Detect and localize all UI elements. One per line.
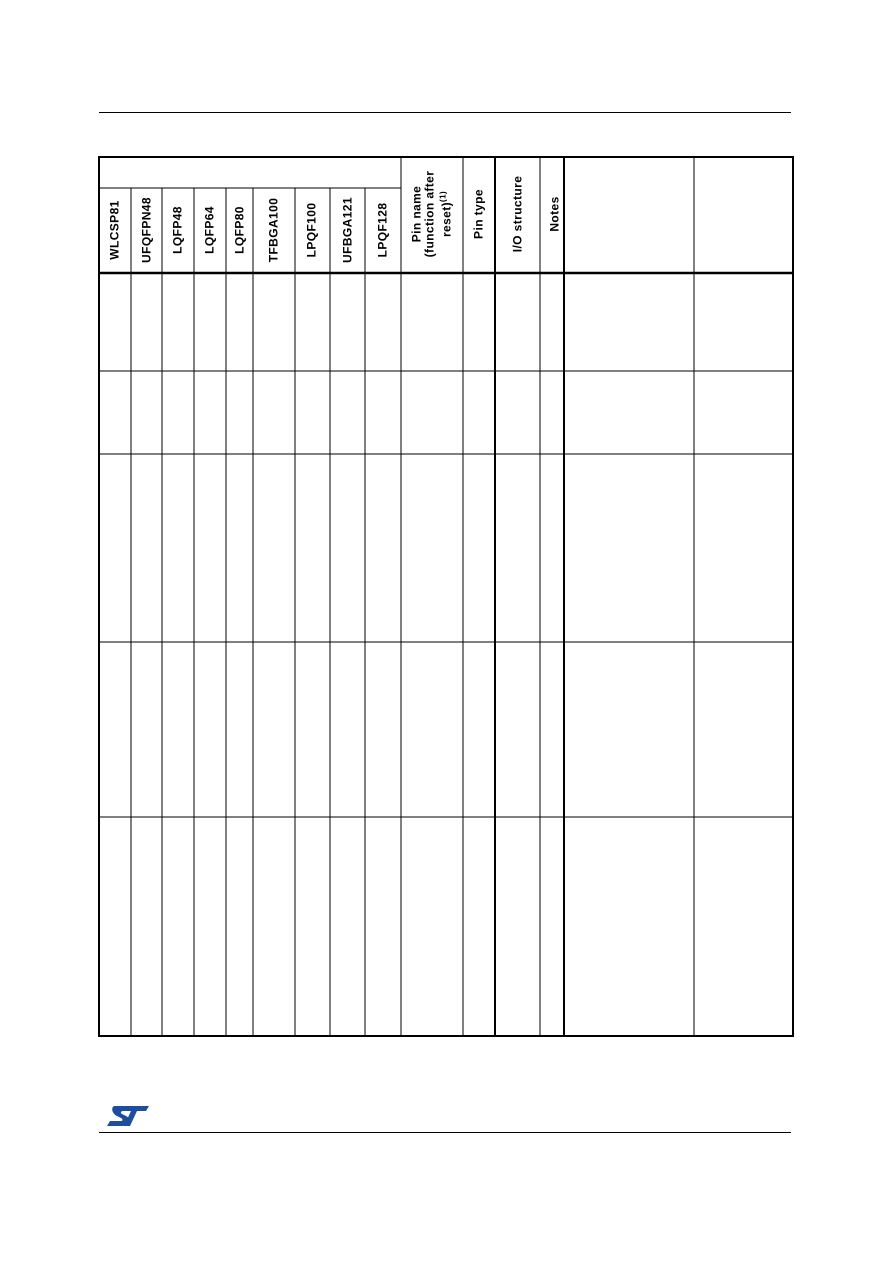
header-rule — [99, 112, 791, 113]
table-grid — [98, 156, 794, 1038]
pinout-table — [98, 156, 794, 1038]
header-tfbga100: TFBGA100 — [266, 197, 281, 263]
pin-name-line1: Pin name — [409, 185, 424, 243]
pin-name-line3 — [437, 171, 454, 258]
footer-rule — [99, 1132, 791, 1133]
thick-column-dividers — [495, 157, 564, 1036]
table-border — [99, 157, 793, 1036]
footnote-ref: (1) — [438, 190, 448, 202]
header-lpqf128: LPQF128 — [375, 202, 390, 258]
header-lqfp64: LQFP64 — [202, 206, 217, 254]
header-ufbga121: UFBGA121 — [340, 197, 355, 263]
main-column-dividers — [401, 157, 694, 1036]
row-separators — [98, 371, 794, 817]
header-pin-type: Pin type — [471, 189, 486, 239]
header-io-structure: I/O structure — [510, 175, 525, 253]
header-pin-name — [411, 171, 454, 258]
header-notes: Notes — [547, 196, 562, 232]
header-lqfp80: LQFP80 — [232, 206, 247, 254]
pin-name-reset: reset) — [439, 201, 454, 238]
pin-name-line2: (function after — [422, 170, 437, 258]
header-wlcsp81: WLCSP81 — [107, 200, 122, 260]
header-ufqfpn48: UFQFPN48 — [139, 197, 154, 263]
header-lqfp48: LQFP48 — [170, 206, 185, 254]
header-lpqf100: LPQF100 — [304, 202, 319, 258]
st-logo-icon — [105, 1103, 151, 1129]
package-column-dividers — [131, 188, 365, 1036]
